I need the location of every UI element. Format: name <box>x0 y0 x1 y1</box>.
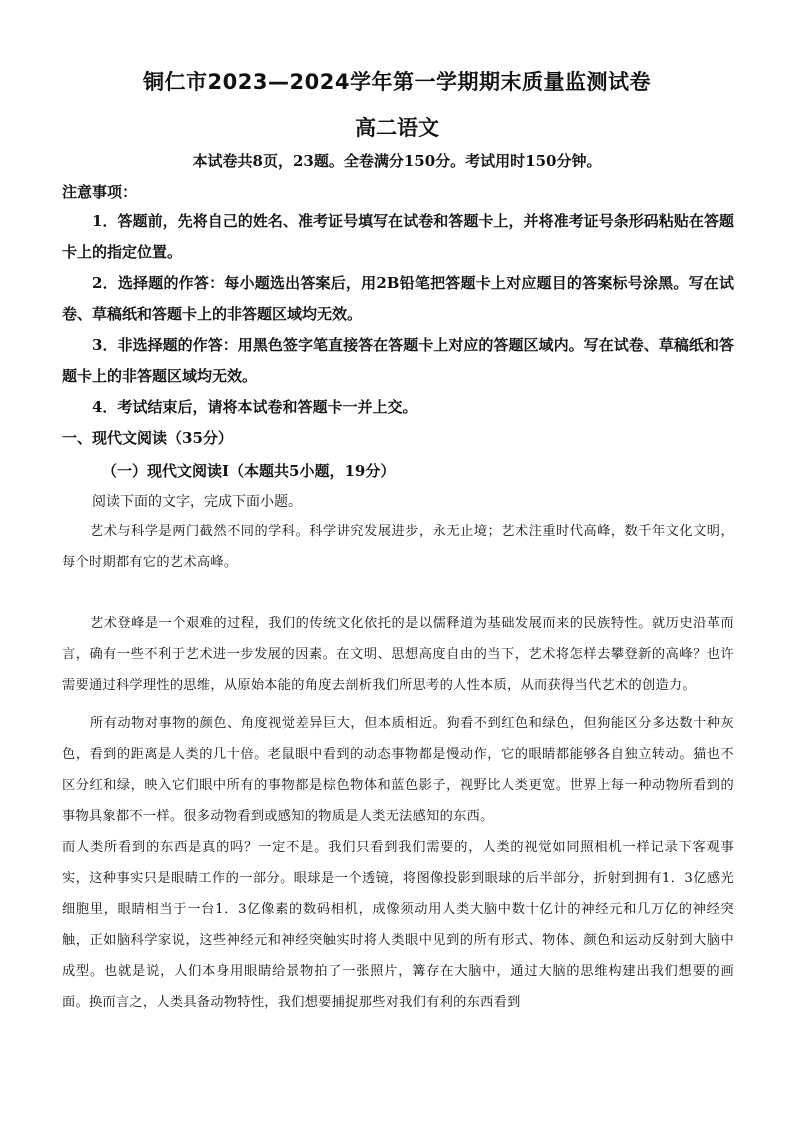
exam-title: 铜仁市2023—2024学年第一学期期末质量监测试卷 <box>143 70 651 94</box>
subsection-title: （一）现代文阅读Ⅰ（本题共5小题，19分） <box>102 462 396 480</box>
reading-instruction: 阅读下面的文字，完成下面小题。 <box>92 494 302 510</box>
passage-paragraph-1: 艺术与科学是两门截然不同的学科。科学讲究发展进步，永无止境；艺术注重时代高峰，数千年文化文明，每个时期都有它的艺术高峰。 <box>62 524 734 570</box>
notice-heading: 注意事项： <box>62 183 138 201</box>
passage-paragraph-3: 所有动物对事物的颜色、角度视觉差异巨大，但本质相近。狗看不到红色和绿色，但狗能区分多达数十种灰色，看到的距离是人类的几十倍。老鼠眼中看到的动态事物都是慢动作，它的眼睛都能够各自独立转动。猫也不区分红和绿，映入它们眼中所有的事物都是棕色物体和蓝色影子，视野比人类更宽。世界上每一种动物所看到的事物具象都不一样。很多动物看到或感知的物质是人类无法感知的东西。 <box>62 716 734 824</box>
passage-paragraph-4: 而人类所看到的东西是真的吗？一定不是。我们只看到我们需要的，人类的视觉如同照相机一样记录下客观事实，这种事实只是眼睛工作的一部分。眼球是一个透镜，将图像投影到眼球的后半部分，折射到拥有1．3亿感光细胞里，眼睛相当于一台1．3亿像素的数码相机，成像须动用人类大脑中数十亿计的神经元和几万亿的神经突触，正如脑科学家说，这些神经元和神经突触实时将人类眼中见到的所有形式、物体、颜色和运动反射到大脑中成型。也就是说，人们本身用眼睛给景物拍了一张照片，篝存在大脑中，通过大脑的思维构建出我们想要的画面。换而言之，人类具备动物特性，我们想要捕捉那些对我们有利的东西看到 <box>62 840 734 1010</box>
notice-item-2: 2．选择题的作答：每小题选出答案后，用2B铅笔把答题卡上对应题目的答案标号涂黑。写在试卷、草稿纸和答题卡上的非答题区域均无效。 <box>62 274 734 323</box>
notice-item-4: 4．考试结束后，请将本试卷和答题卡一并上交。 <box>92 398 418 416</box>
exam-info: 本试卷共8页，23题。全卷满分150分。考试用时150分钟。 <box>192 152 602 170</box>
exam-subject: 高二语文 <box>355 116 439 140</box>
notice-item-3: 3．非选择题的作答：用黑色签字笔直接答在答题卡上对应的答题区域内。写在试卷、草稿纸和答题卡上的非答题区域均无效。 <box>62 336 734 385</box>
section-title: 一、现代文阅读（35分） <box>62 429 233 447</box>
passage-paragraph-2: 艺术登峰是一个艰难的过程，我们的传统文化依托的是以儒释道为基础发展而来的民族特性。就历史沿革而言，确有一些不利于艺术进一步发展的因素。在文明、思想高度自由的当下，艺术将怎样去攀登新的高峰？也许需要通过科学理性的思维，从原始本能的角度去剖析我们所思考的人性本质，从而获得当代艺术的创造力。 <box>62 616 734 693</box>
notice-item-1: 1．答题前，先将自己的姓名、准考证号填写在试卷和答题卡上，并将准考证号条形码粘贴在答题卡上的指定位置。 <box>62 212 734 261</box>
